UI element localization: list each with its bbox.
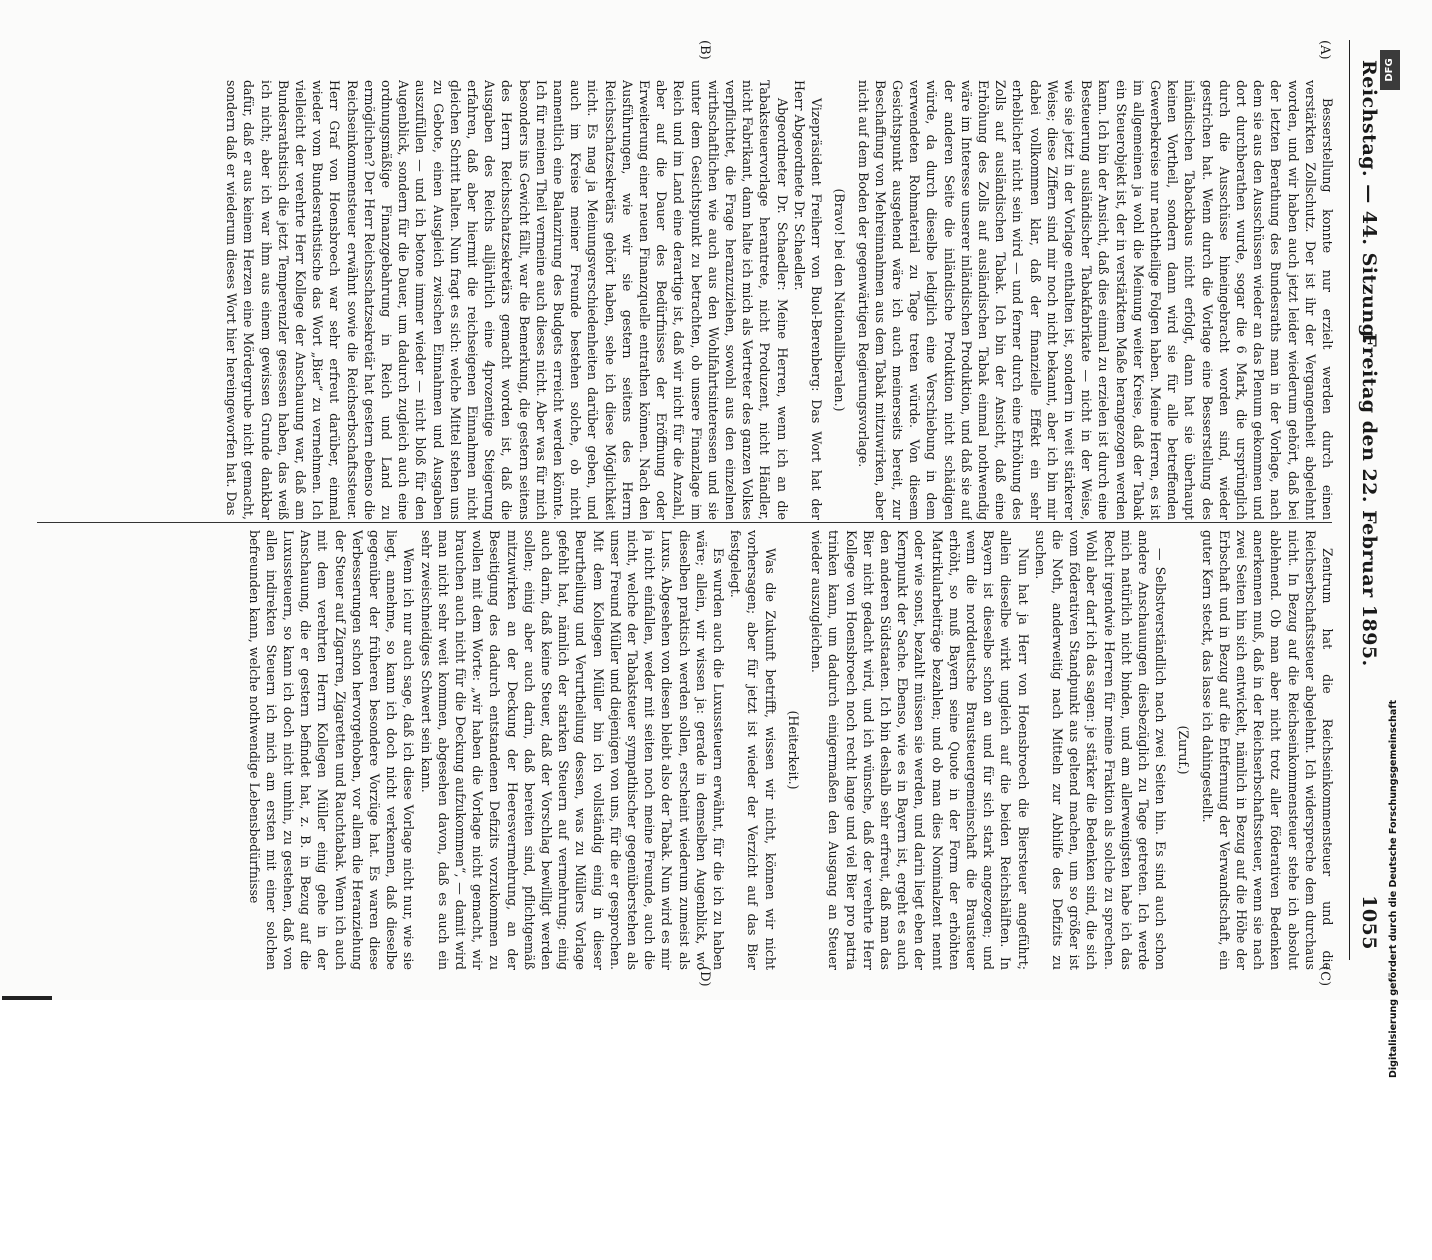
interjection: (Heiterkeit.) — [785, 710, 801, 790]
paragraph: Wenn ich nur auch sage, daß ich diese Vorlage nicht nur, wie sie liegt, annehme, so kann ich doch nicht verkennen, daß dieselbe gegenüber der früheren besondere Vorzüge hat. Es waren diese Verbesserungen schon hervorgehoben, vor allem die Heranziehung der Steuer auf Zigarren, Zigaretten und Rauchtabak. Wenn ich auch mit dem verehrten Herrn Kollegen Müller einig gehe in der Anschauung, die er gestern befindet hat, z. B. in Bezug auf die Luxussteuern, so kann ich doch nicht umhin, zu gestehen, daß von allen indirekten Steuern ich mich am ersten mit einer solchen befreunden kann, welche nothwendige Lebensbedürfnisse — [246, 530, 417, 970]
paragraph: Was die Zukunft betrifft, wissen wir nicht, können wir nicht vorhersagen; aber für jetzt ist wieder der Verzicht auf das Bier festgelegt. — [728, 530, 778, 970]
page-header — [1349, 40, 1384, 960]
paragraph: Abgeordneter Dr. Schaedler: Meine Herren, wenn ich an die Tabaksteuervorlage herantrete, nicht Produzent, nicht Händler, nicht Fabrikant, dann halte ich mich als Vertreter des ganzen Volkes verpflichtet, die Frage heranzuziehen, sowohl aus den einzelnen wirthschaftlichen wie auch aus den Wohlfahrtsinteressen und sie unter dem Gesichtspunkt zu betrachten, ob unsere Finanzlage im Reich und im Land eine derartige ist, daß wir nicht für die Anzahl, aber auf die Dauer des Bedürfnisses der Eröffnung oder Erweiterung einer neuen Finanzquelle entrathen können. Nach den Ausführungen, wie wir sie gestern seitens des Herrn Reichsschatzsekretärs gehört haben, sehe ich diese Möglichkeit nicht. Es mag ja Meinungsverschiedenheiten darüber geben, und auch im Kreise meiner Freunde bestehen solche, ob nicht namentlich eine Balanzirung des Budgets erreicht werden könnte. Ich für meinen Theil vermeine auch dieses nicht. Aber was für mich besonders ins Gewicht fällt, war die Bemerkung, die gestern seitens des Herrn Reichsschatzsekretärs gemacht worden ist, daß die Ausgaben des Reichs alljährlich eine 4prozentige Steigerung erfahren, daß aber hiermit die reichseigenen Einnahmen nicht gleichen Schritt halten. Nun fragt es sich: welche Mittel stehen uns zu Gebote, einen Ausgleich zwischen Einnahmen und Ausgaben auszufüllen — und ich betone immer wieder — nicht bloß für den Augenblick, sondern für die Dauer, um dadurch zugleich auch eine ordnungsmäßige Finanzgebahrung in Reich und Land zu ermöglichen? Der Herr Reichsschatzsekretär hat gestern ebenso die Reichseinkommensteuer erwähnt sowie die Reichserbschaftssteuer. Herr Graf von Hoensbroech war sehr erfreut darüber, einmal wieder vom Bundesrathstische das Wort „Bier“ zu vernehmen. Ich vielleicht der verehrte Herr Kollege der Anschauung war, daß am Bundesrathstisch die jetzt Temperenzler gesessen haben, das weiß ich nicht; aber ich war ihm aus einem gewissen Grunde dankbar dafür, daß er aus keinem Herzen eine Mördergrube nicht gemacht, sondern daß er wiederum dieses Wort hier hereingeworfen hat. Das — [224, 80, 790, 520]
margin-marker-c: (C) — [1317, 966, 1332, 987]
paragraph: Besserstellung konnte nur erzielt werden durch einen verstärkten Zollschutz. Der ist ihr der Vergangenheit abgelehnt worden, und wir haben auch jetzt leider wiederum gehört, daß bei der letzten Berathung des Bundesraths man in der Vorlage, nach dem sie aus den Ausschüssen wieder an das Plenum gekommen und dort durchberathen wurde, sogar die 6 Mark, die ursprünglich durch die Ausschüsse hineingebracht worden sind, wieder gestrichen hat. Wenn durch die Vorlage eine Besserstellung des inländischen Tabackbaus nicht erfolgt, dann hat sie überhaupt keinen Vortheil, sondern dann wird sie für alle betreffenden Gewerbekreise nur nachtheilige Folgen haben. Meine Herren, es ist im allgemeinen ja wohl die Meinung weiter Kreise, daß der Tabak ein Steuerobjekt ist, der in verstärktem Maße herangezogen werden kann. Ich bin der Ansicht, daß dies einmal zu erzielen ist durch eine Besteuerung ausländischer Tabakfabrikate — nicht in der Weise, wie sie jetzt in der Vorlage enthalten ist, sondern in weit stärkerer Weise; diese Ziffern sind mir noch nicht bekannt, aber ich bin mir dabei vollkommen klar, daß der finanzielle Effekt ein sehr erheblicher nicht sein wird — und ferner durch eine Erhöhung des Zolls auf ausländischen Tabak. Ich bin der Ansicht, daß eine Erhöhung des Zolls auf ausländischen Tabak einmal nothwendig wäre im Interesse unserer inländischen Produktion, und daß sie auf der anderen Seite die inländische Produktion nicht schädigen würde, da durch dieselbe lediglich eine Verschiebung in dem verwendeten Rohmaterial zu Tage treten würde. Von diesem Gesichtspunkt ausgehend wäre ich auch meinerseits bereit, zur Beschaffung von Mehreinnahmen aus dem Tabak mitzuwirken, aber nicht auf dem Boden der gegenwärtigen Regierungsvorlage. — [855, 80, 1335, 520]
paragraph: — Selbstverständlich nach zwei Seiten hin. Es sind auch schon andere Anschauungen diesbezüglich zu Tage getreten. Ich werde mich natürlich nicht binden, und am allerwenigsten habe ich das Recht irgendwie Herren für meine Fraktion als solche zu sprechen. Wohl aber darf ich das sagen: je stärker die Bedenken sind, die sich vom föderativen Standpunkt aus geltend machen, um so größer ist die Noth, anderweitig nach Mitteln zur Abhilfe des Defizits zu suchen. — [1032, 530, 1169, 970]
digitization-credit: Digitalisierung gefördert durch die Deutsche Forschungsgemeinschaft — [1388, 700, 1399, 1078]
header-session: Reichstag. — 44. Sitzung. — [1358, 60, 1380, 345]
paragraph: Es wurden auch die Luxussteuern erwähnt, für die ich zu haben wäre; allein, wir wissen ja: gerade in demselben Augenblick, wo dieselben praktisch werden sollen, erscheint wiederum zumeist als Luxus. Abgesehen von diesen bleibt also der Tabak. Nun wird es mir ja nicht einfallen, weder mit seiten noch meine Freunde, auch die nicht, welche der Tabaksteuer sympathischer gegenüberstehen als unser Freund Müller und diejenigen von uns, für die er gesprochen. Mit dem Kollegen Müller bin ich vollständig einig in dieser Beurtheilung und Verurtheilung dessen, was zu Müllers Vorlage gefehlt hat, nämlich der starken Steuern auf vermehrung; einig auch darin, daß keine Steuer, daß der Vorschlag bewilligt werden sollen; einig aber auch darin, daß bereiten sind, pflichtgemäß mitzuwirken an der Deckung der Heeresvermehrung, an der Beseitigung des dadurch entstandenen Defizits vorzukommen zu wollen mit dem Worte: „wir haben die Vorlage nicht gemacht, wir brauchen auch nicht für die Deckung aufzukommen“, — damit wird man nicht sehr weit kommen, abgesehen davon, daß es auch ein sehr zweischneidiges Schwert sein kann. — [418, 530, 727, 970]
margin-marker-b: (B) — [697, 40, 712, 60]
interjection: (Bravo! bei den Nationalliberalen.) — [832, 188, 848, 412]
header-date: Freitag den 22. Februar 1895. — [1358, 333, 1380, 667]
interjection: (Zuruf.) — [1176, 725, 1192, 775]
paragraph: Vizepräsident Freiherr von Buol-Berenberg: Das Wort hat der Herr Abgeordnete Dr. Schaedler. — [791, 80, 825, 520]
margin-marker-a: (A) — [1317, 40, 1332, 60]
left-text-column — [46, 80, 1336, 520]
paragraph: Nun hat ja Herr von Hoensbroech die Biersteuer angeführt; allein dieselbe wirkt ungleich auf die beiden Reichshälften. In Bayern ist dieselbe schon an und für sich stark angezogen; und wenn die norddeutsche Brausteuergemeinschaft die Brausteuer erhöht, so muß Bayern seine Quote in der Form der erhöhten Matrikularbeiträge bezahlen; und ob man dies Nominalzent nennt oder wie sonst, bezahlt müssen sie werden, und darin liegt eben der Kernpunkt der Sache. Ebenso, wie es in Bayern ist, ergeht es auch den anderen Südstaaten. Ich bin deshalb sehr erfreut, daß man das Bier nicht gedacht wird, und ich wünsche, daß der verehrte Herr Kollege von Hoensbroech noch recht lange und viel Bier pro patria trinken kann, um dadurch einigermaßen den Ausgang an Steuer wieder auszugleichen. — [809, 530, 1031, 970]
column-divider — [37, 522, 1332, 523]
page-number: 1055 — [1358, 895, 1380, 950]
margin-marker-d: (D) — [697, 966, 712, 987]
dfg-logo: DFG — [1380, 50, 1400, 90]
paragraph: Zentrum hat die Reichseinkommensteuer und die Reichserbschaftssteuer abgelehnt. Ich widerspreche dem durchaus nicht. In Bezug auf die Reichseinkommensteuer stehe ich absolut ablehnend. Ob man aber nicht trotz aller föderativen Bedenken anerkennen muß, daß in der Reichserbschaftssteuer, wenn sie nach zwei Seiten hin sich entwickelt, nämlich in Bezug auf die Höhe der Erbschaft und in Bezug auf die Entfernung der Verwandtschaft, ein guter Kern steckt, das lasse ich dahingestellt. — [1199, 530, 1335, 970]
right-text-column — [46, 530, 1336, 970]
scan-edge-mark — [2, 996, 52, 1000]
